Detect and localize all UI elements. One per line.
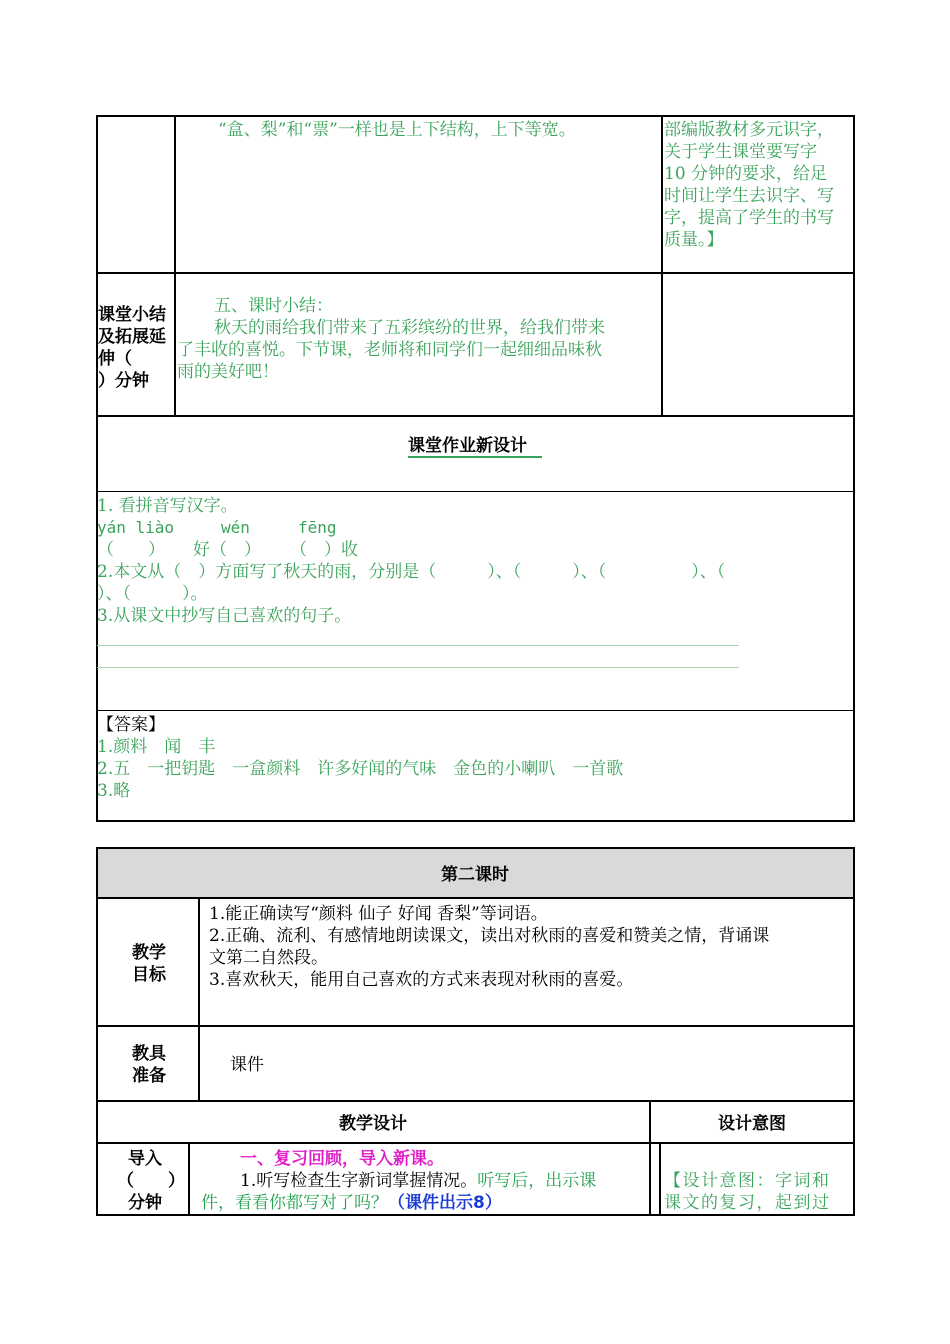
tools-label-line: 准备 xyxy=(132,1066,166,1086)
homework-title-underline xyxy=(408,456,542,458)
goal-line: 2.正确、流利、有感情地朗读课文，读出对秋雨的喜爱和赞美之情，背诵课 xyxy=(209,926,770,946)
homework-q3: 3.从课文中抄写自己喜欢的句子。 xyxy=(97,606,352,626)
intro-intent-line: 【设计意图：字词和 xyxy=(664,1171,831,1191)
intro-intent-line: 课文的复习，起到过 xyxy=(664,1193,831,1213)
goal-line: 3.喜欢秋天，能用自己喜欢的方式来表现对秋雨的喜爱。 xyxy=(209,970,634,990)
homework-q1: 1. 看拼音写汉字。 xyxy=(97,496,238,516)
tools-label-line: 教具 xyxy=(132,1044,166,1064)
intent-line: 字，提高了学生的书写 xyxy=(664,208,834,228)
intent-line: 10 分钟的要求，给足 xyxy=(664,164,828,184)
intent-line: 关于学生课堂要写字 xyxy=(664,142,817,162)
goals-label-line: 教学 xyxy=(132,943,166,963)
intro-heading: 一、复习回顾，导入新课。 xyxy=(240,1149,444,1169)
goal-line: 1.能正确读写“颜料 仙子 好闻 香梨”等词语。 xyxy=(209,904,548,924)
blank-1: （ ） xyxy=(97,540,165,560)
homework-title: 课堂作业新设计 xyxy=(408,436,527,456)
answer-line: 1.颜料 闻 丰 xyxy=(97,737,216,757)
summary-heading: 五、课时小结： xyxy=(214,296,333,316)
label-line: 及拓展延 xyxy=(98,327,166,347)
intro-line-1-black: 1.听写检查生字新词掌握情况。 xyxy=(240,1171,478,1191)
intent-line: 质量。】 xyxy=(664,230,724,250)
intent-line: 时间让学生去识字、写 xyxy=(664,186,834,206)
writing-line xyxy=(97,645,739,646)
pinyin-2: wén xyxy=(221,518,250,537)
answer-line: 2.五 一把钥匙 一盒颜料 许多好闻的气味 金色的小喇叭 一首歌 xyxy=(97,759,624,779)
answers-title: 【答案】 xyxy=(97,715,165,735)
pinyin-3: fēng xyxy=(298,518,337,537)
intro-line-1-green: 听写后，出示课 xyxy=(477,1171,597,1191)
homework-q2-cont: ）、（ ）。 xyxy=(97,584,208,604)
summary-line: 雨的美好吧！ xyxy=(177,362,279,382)
intro-line-2 xyxy=(201,1192,502,1214)
tools-value: 课件 xyxy=(230,1055,264,1075)
homework-q2: 2.本文从（ ）方面写了秋天的雨，分别是（ ）、（ ）、（ ）、（ xyxy=(97,562,726,582)
intro-line-2-blue: （课件出示8） xyxy=(388,1193,502,1213)
intent-header: 设计意图 xyxy=(718,1114,786,1134)
blank-2: 好（ ） xyxy=(193,540,261,560)
label-line: 伸（ xyxy=(98,349,132,369)
intro-line-2-green: 件，看看你都写对了吗？ xyxy=(201,1193,388,1213)
writing-line xyxy=(97,667,739,668)
pinyin-1: yán liào xyxy=(97,518,175,537)
row1-content: “盒、梨”和“票”一样也是上下结构，上下等宽。 xyxy=(218,120,576,140)
summary-line: 秋天的雨给我们带来了五彩缤纷的世界，给我们带来 xyxy=(214,318,605,338)
label-line: 课堂小结 xyxy=(98,305,166,325)
lesson-title: 第二课时 xyxy=(441,865,509,885)
label-line: ）分钟 xyxy=(98,371,149,391)
intro-label-line: 导入 xyxy=(128,1149,162,1169)
design-header: 教学设计 xyxy=(339,1114,407,1134)
blank-3: （ ）收 xyxy=(290,540,358,560)
intro-label-line: 分钟 xyxy=(128,1193,162,1213)
intro-label-line: （ ） xyxy=(117,1171,185,1191)
intro-line-1 xyxy=(240,1170,596,1192)
answer-line: 3.略 xyxy=(97,781,131,801)
goal-line: 文第二自然段。 xyxy=(209,948,328,968)
summary-line: 了丰收的喜悦。下节课，老师将和同学们一起细细品味秋 xyxy=(177,340,602,360)
goals-label-line: 目标 xyxy=(132,965,166,985)
intent-line: 部编版教材多元识字， xyxy=(664,120,834,140)
